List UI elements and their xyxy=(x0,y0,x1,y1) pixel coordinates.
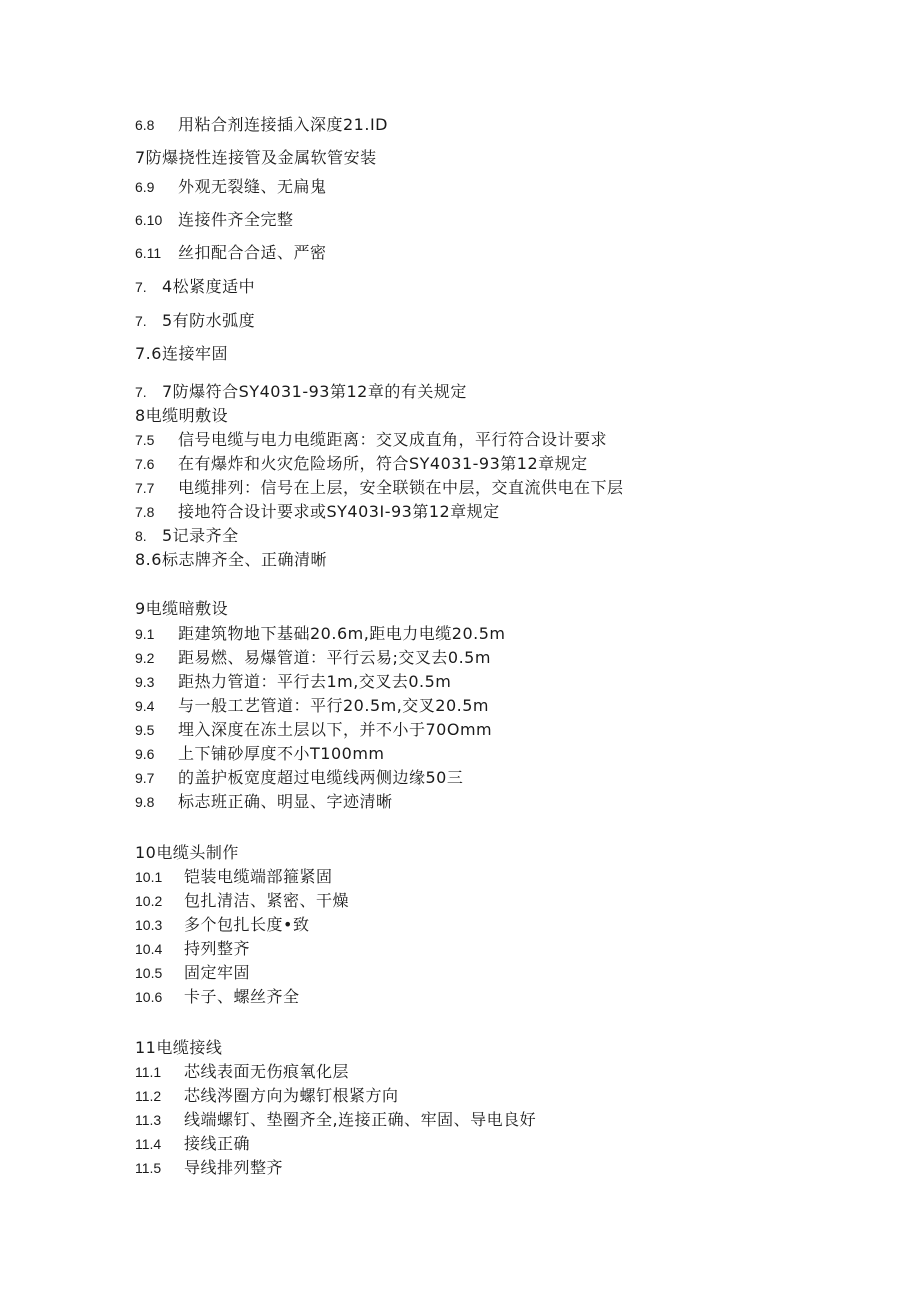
item-text: 芯线表面无伤痕氧化层 xyxy=(184,1062,350,1081)
item-number: 11.1 xyxy=(135,1064,162,1080)
section-heading-11 xyxy=(135,1038,222,1058)
item-text: 与一般工艺管道：平行20.5m,交叉20.5m xyxy=(178,696,490,715)
item-7-5 xyxy=(135,311,255,331)
item-text: 信号电缆与电力电缆距离：交叉成直角，平行符合设计要求 xyxy=(178,430,608,449)
item-text: 电缆排列：信号在上层，安全联锁在中层，交直流供电在下层 xyxy=(178,478,624,497)
item-10-3 xyxy=(135,915,309,935)
item-text: 多个包扎长度•致 xyxy=(184,915,310,934)
heading-text: 10电缆头制作 xyxy=(135,843,239,862)
item-text: 导线排列整齐 xyxy=(184,1158,284,1177)
section-heading-8 xyxy=(135,406,228,426)
item-text: 接线正确 xyxy=(184,1134,251,1153)
item-text: 7.6连接牢固 xyxy=(135,344,228,363)
item-text: 在有爆炸和火灾危险场所，符合SY4031-93第12章规定 xyxy=(178,454,588,473)
item-text: 的盖护板宽度超过电缆线两侧边缘50三 xyxy=(178,768,464,787)
item-number: 9.7 xyxy=(135,770,155,786)
item-7-7b xyxy=(135,478,624,498)
item-number: 10.3 xyxy=(135,917,163,933)
item-number: 9.3 xyxy=(135,674,155,690)
item-number: 11.4 xyxy=(135,1136,162,1152)
item-text: 持列整齐 xyxy=(184,939,251,958)
item-6-9 xyxy=(135,177,327,197)
item-text: 5记录齐全 xyxy=(162,526,239,545)
item-text: 距热力管道：平行去1m,交叉去0.5m xyxy=(178,672,452,691)
item-number: 10.2 xyxy=(135,893,163,909)
item-7-7 xyxy=(135,382,467,402)
item-number: 6.10 xyxy=(135,212,163,228)
item-number: 7.8 xyxy=(135,504,155,520)
item-text: 7防爆符合SY4031-93第12章的有关规定 xyxy=(162,382,467,401)
item-number: 11.5 xyxy=(135,1160,162,1176)
item-number: 9.6 xyxy=(135,746,155,762)
item-text: 包扎清洁、紧密、干燥 xyxy=(184,891,350,910)
item-text: 连接件齐全完整 xyxy=(178,210,294,229)
item-9-8 xyxy=(135,792,393,812)
item-7-8 xyxy=(135,502,500,522)
item-9-7 xyxy=(135,768,463,788)
item-7-4 xyxy=(135,277,255,297)
item-6-11 xyxy=(135,243,327,263)
item-text: 固定牢固 xyxy=(184,963,251,982)
item-9-2 xyxy=(135,648,491,668)
item-text: 标志班正确、明显、字迹清晰 xyxy=(178,792,393,811)
item-11-4 xyxy=(135,1134,250,1154)
item-9-3 xyxy=(135,672,451,692)
item-10-6 xyxy=(135,987,300,1007)
item-number: 9.2 xyxy=(135,650,155,666)
item-7-5b xyxy=(135,430,607,450)
item-number: 9.8 xyxy=(135,794,155,810)
item-number: 6.8 xyxy=(135,117,155,133)
item-number: 8. xyxy=(135,528,147,544)
item-11-3 xyxy=(135,1110,536,1130)
section-heading-9 xyxy=(135,599,228,619)
item-10-5 xyxy=(135,963,250,983)
item-number: 9.4 xyxy=(135,698,155,714)
item-text: 铠装电缆端部箍紧固 xyxy=(184,867,333,886)
heading-text: 11电缆接线 xyxy=(135,1038,223,1057)
item-number: 7. xyxy=(135,313,147,329)
item-7-6b xyxy=(135,454,588,474)
item-6-10 xyxy=(135,210,294,230)
item-10-1 xyxy=(135,867,333,887)
item-8-5 xyxy=(135,526,239,546)
heading-text: 7防爆挠性连接管及金属软管安装 xyxy=(135,148,377,167)
item-text: 外观无裂缝、无扁鬼 xyxy=(178,177,327,196)
item-text: 丝扣配合合适、严密 xyxy=(178,243,327,262)
item-9-1 xyxy=(135,624,506,644)
item-text: 8.6标志牌齐全、正确清晰 xyxy=(135,550,327,569)
item-number: 7. xyxy=(135,384,147,400)
item-8-6 xyxy=(135,550,327,570)
item-number: 7.5 xyxy=(135,432,155,448)
item-text: 5有防水弧度 xyxy=(162,311,256,330)
item-number: 7.7 xyxy=(135,480,155,496)
item-text: 芯线涔圈方向为螺钉根紧方向 xyxy=(184,1086,399,1105)
item-text: 埋入深度在冻土层以下，并不小于70Omm xyxy=(178,720,493,739)
item-number: 10.1 xyxy=(135,869,163,885)
item-text: 线端螺钉、垫圈齐全,连接正确、牢固、导电良好 xyxy=(184,1110,537,1129)
item-text: 距易燃、易爆管道：平行云易;交叉去0.5m xyxy=(178,648,491,667)
item-11-2 xyxy=(135,1086,399,1106)
item-text: 接地符合设计要求或SY403I-93第12章规定 xyxy=(178,502,500,521)
item-10-4 xyxy=(135,939,250,959)
heading-text: 9电缆暗敷设 xyxy=(135,599,229,618)
item-text: 上下铺砂厚度不小T100mm xyxy=(178,744,385,763)
item-number: 10.5 xyxy=(135,965,163,981)
section-heading-7 xyxy=(135,148,377,168)
item-number: 9.5 xyxy=(135,722,155,738)
item-9-6 xyxy=(135,744,385,764)
item-11-5 xyxy=(135,1158,283,1178)
item-9-4 xyxy=(135,696,489,716)
item-number: 11.3 xyxy=(135,1112,162,1128)
item-number: 10.4 xyxy=(135,941,163,957)
item-text: 用粘合剂连接插入深度21.ID xyxy=(178,115,388,134)
item-text: 距建筑物地下基础20.6m,距电力电缆20.5m xyxy=(178,624,506,643)
item-6-8 xyxy=(135,115,388,135)
item-10-2 xyxy=(135,891,349,911)
item-7-6 xyxy=(135,344,228,364)
item-9-5 xyxy=(135,720,492,740)
item-11-1 xyxy=(135,1062,349,1082)
item-number: 7. xyxy=(135,279,147,295)
item-text: 卡子、螺丝齐全 xyxy=(184,987,300,1006)
heading-text: 8电缆明敷设 xyxy=(135,406,229,425)
item-number: 11.2 xyxy=(135,1088,162,1104)
item-number: 9.1 xyxy=(135,626,155,642)
section-heading-10 xyxy=(135,843,239,863)
item-number: 6.11 xyxy=(135,245,162,261)
item-number: 10.6 xyxy=(135,989,163,1005)
item-number: 7.6 xyxy=(135,456,155,472)
item-text: 4松紧度适中 xyxy=(162,277,256,296)
item-number: 6.9 xyxy=(135,179,155,195)
